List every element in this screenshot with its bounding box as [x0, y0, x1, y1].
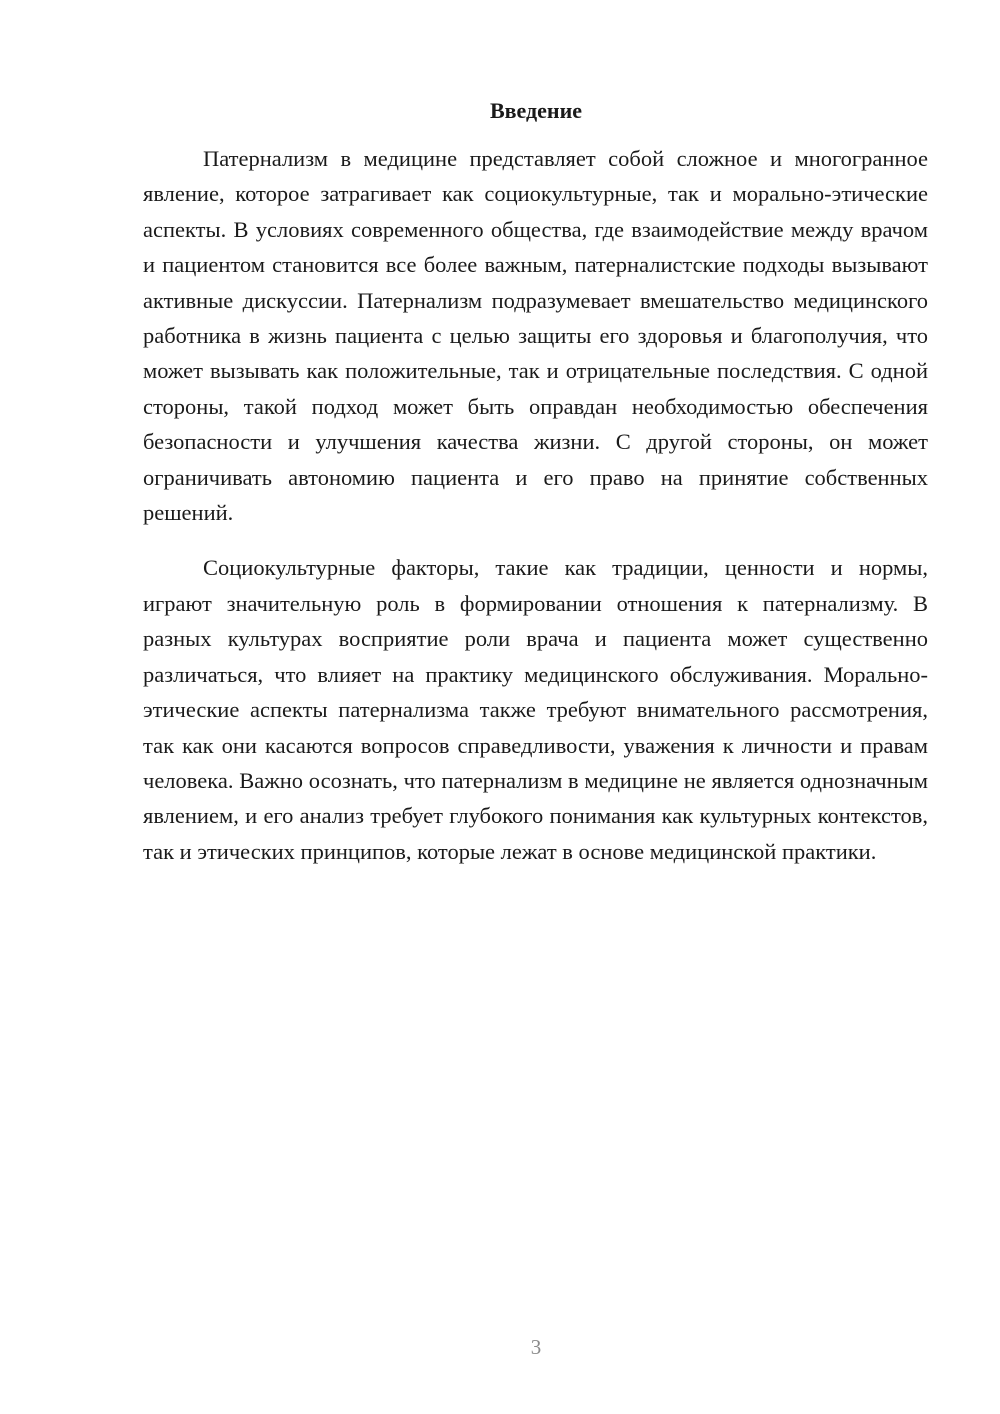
body-text	[143, 141, 928, 869]
paragraph-2: Социокультурные факторы, такие как традиции, ценности и нормы, играют значительную роль в формировании отношения к патернализму. В разных культурах восприятие роли врача и пациента может существенно различаться, что влияет на практику медицинского обслуживания. Морально-этические аспекты патернализма также требуют внимательного рассмотрения, так как они касаются вопросов справедливости, уважения к личности и правам человека. Важно осознать, что патернализм в медицине не является однозначным явлением, и его анализ требует глубокого понимания как культурных контекстов, так и этических принципов, которые лежат в основе медицинской практики.	[143, 555, 928, 864]
paragraph-1: Патернализм в медицине представляет собой сложное и многогранное явление, которое затрагивает как социокультурные, так и морально-этические аспекты. В условиях современного общества, где взаимодействие между врачом и пациентом становится все более важным, патерналистские подходы вызывают активные дискуссии. Патернализм подразумевает вмешательство медицинского работника в жизнь пациента с целью защиты его здоровья и благополучия, что может вызывать как положительные, так и отрицательные последствия. С одной стороны, такой подход может быть оправдан необходимостью обеспечения безопасности и улучшения качества жизни. С другой стороны, он может ограничивать автономию пациента и его право на принятие собственных решений.	[143, 146, 928, 526]
page-number: 3	[530, 1335, 542, 1359]
section-title: Введение	[489, 98, 583, 123]
